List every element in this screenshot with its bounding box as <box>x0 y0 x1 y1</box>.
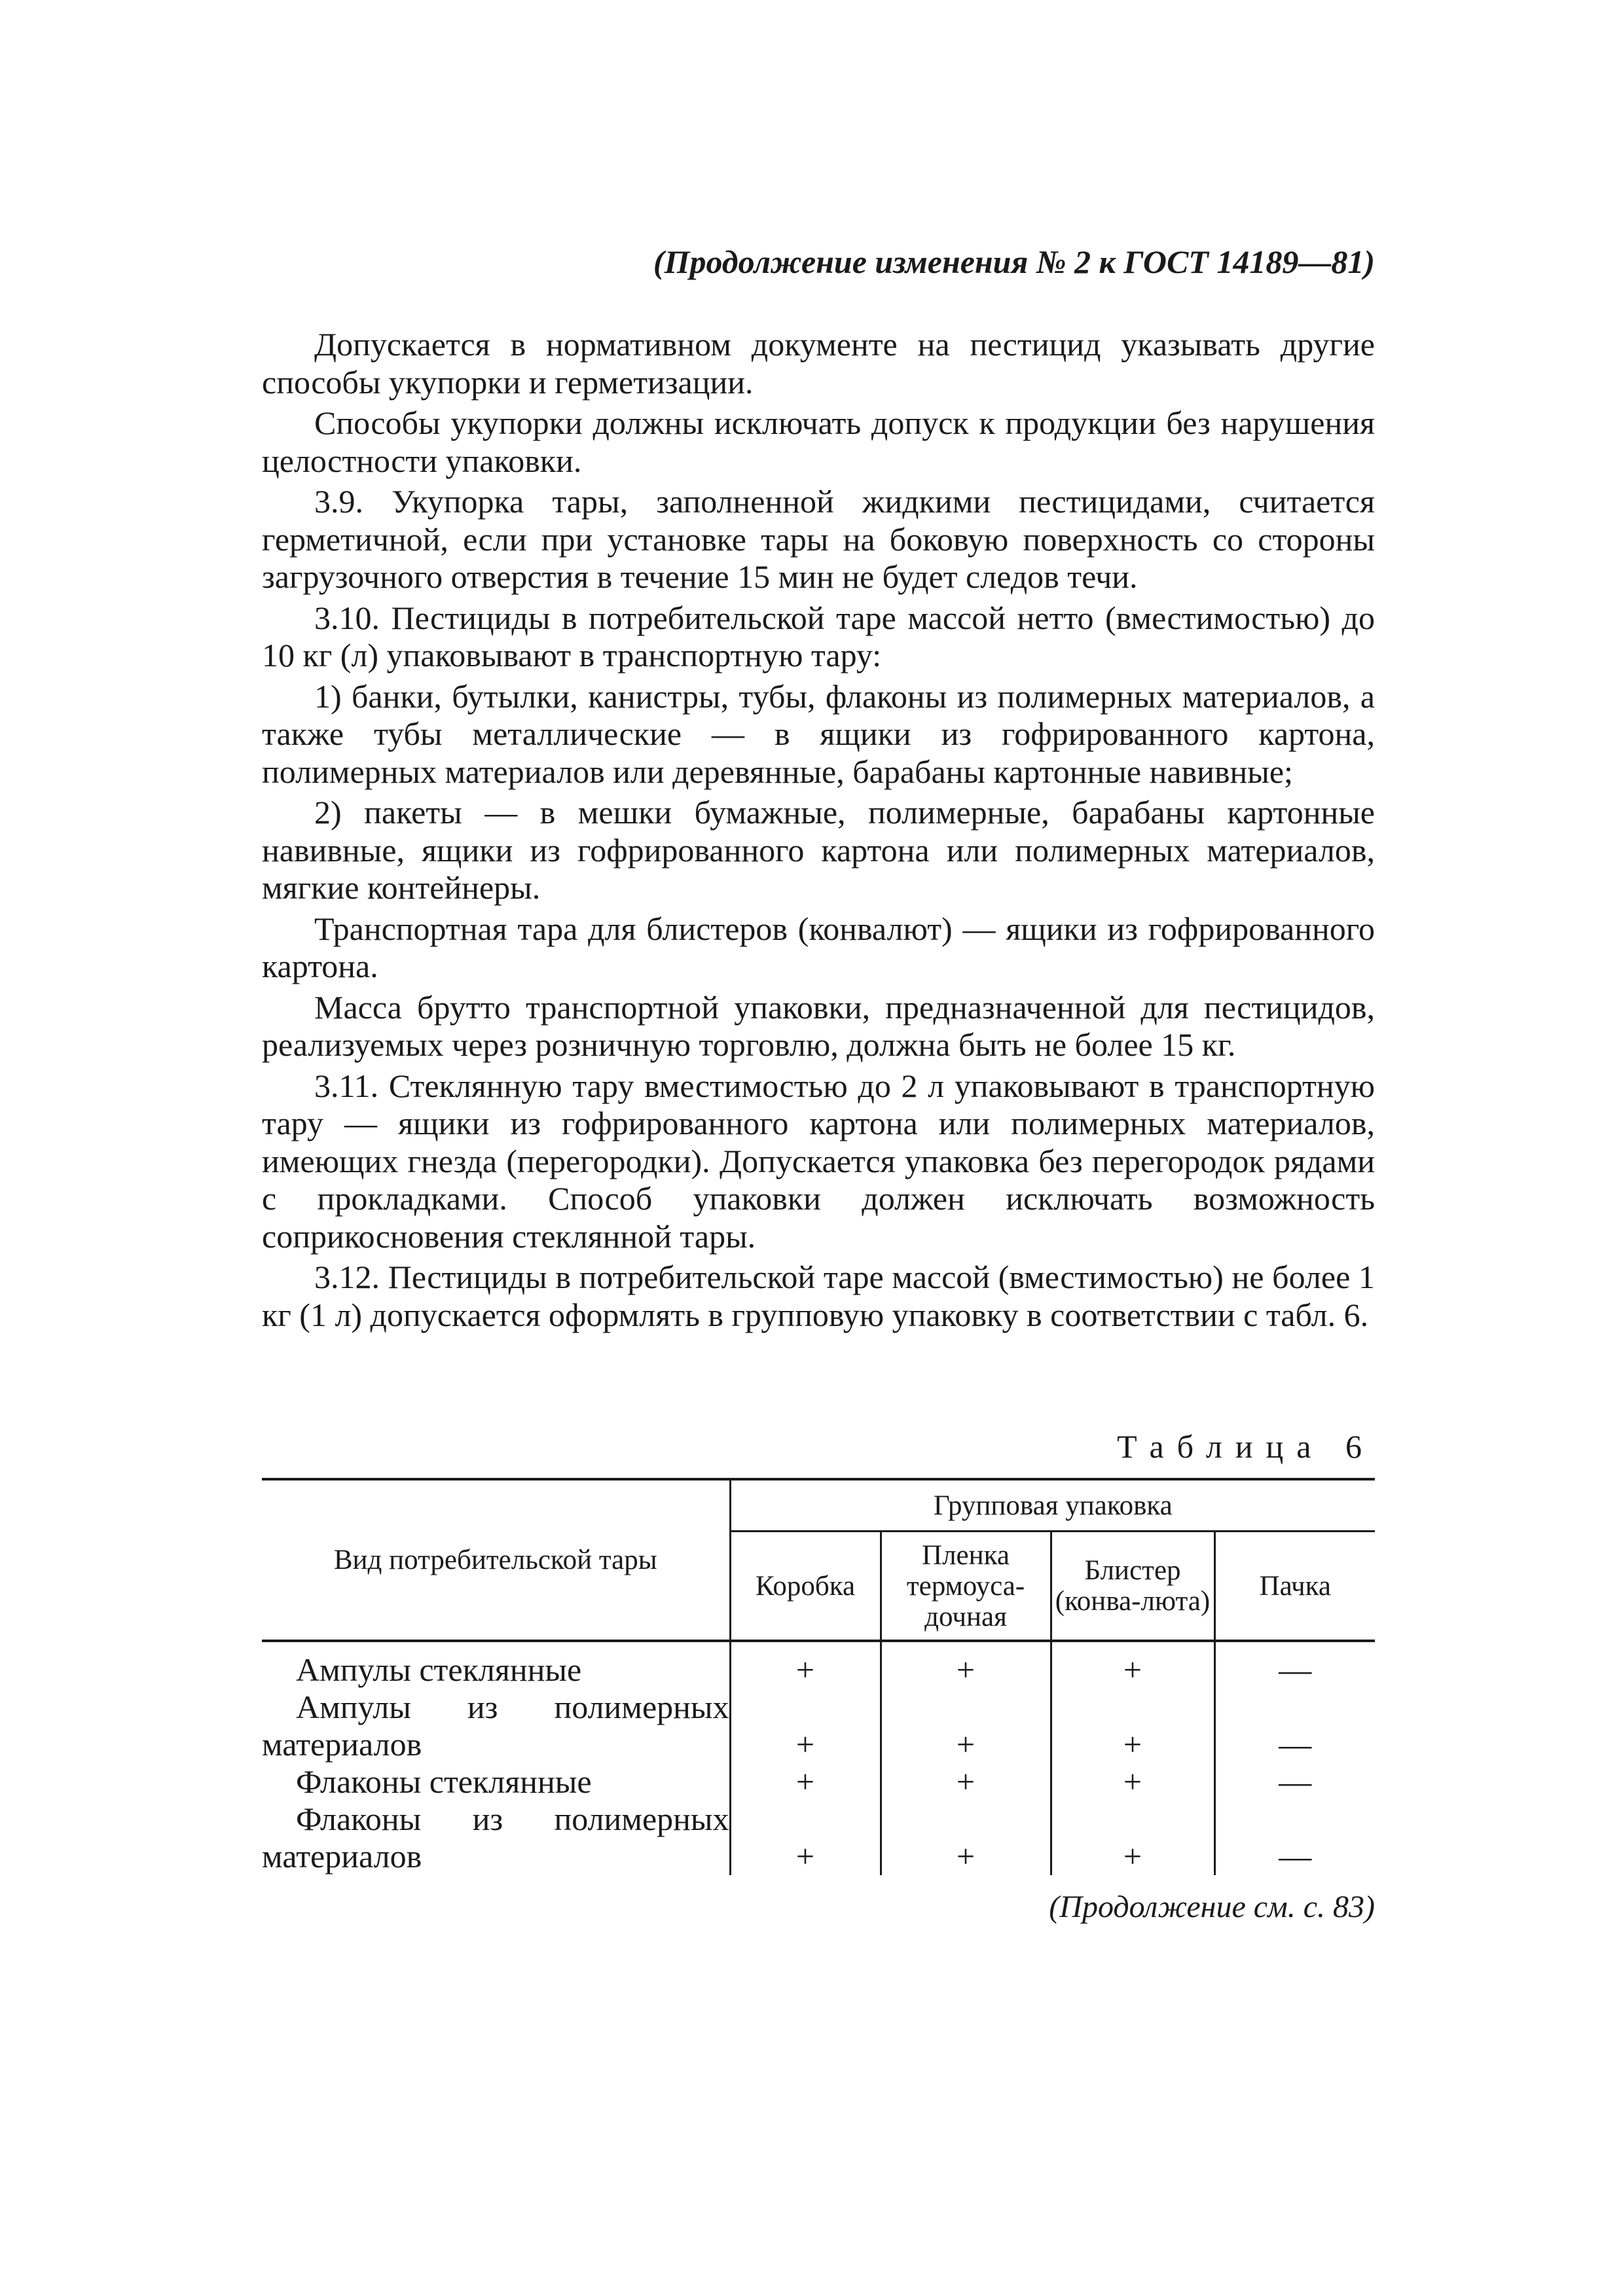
column-header-box: Коробка <box>730 1532 881 1641</box>
paragraph: Транспортная тара для блистеров (конвалют) — ящики из гофрированного картона. <box>262 910 1375 984</box>
paragraph: Допускается в нормативном документе на пестицид указывать другие способы укупорки и герметизации. <box>262 326 1375 401</box>
table-cell: + <box>881 1689 1051 1763</box>
table-cell: + <box>881 1801 1051 1875</box>
clause-3-10-item-1: 1) банки, бутылки, канистры, тубы, флаконы из полимерных материалов, а также тубы металлические — в ящики из гофрированного картона, полимерных материалов или деревянные, барабаны картонные навивные; <box>262 677 1375 790</box>
table-cell: + <box>730 1801 881 1875</box>
table-cell: + <box>1051 1801 1214 1875</box>
packing-table <box>262 1478 1375 1875</box>
running-head: (Продолжение изменения № 2 к ГОСТ 14189—81) <box>653 243 1375 280</box>
body-text <box>262 326 1375 1337</box>
clause-3-9: 3.9. Укупорка тары, заполненной жидкими пестицидами, считается герметичной, если при установке тары на боковую поверхность со стороны загрузочного отверстия в течение 15 мин не будет следов течи. <box>262 483 1375 595</box>
column-header-group-packing: Групповая упаковка <box>730 1479 1375 1532</box>
clause-3-11: 3.11. Стеклянную тару вместимостью до 2 л упаковывают в транспортную тару — ящики из гофрированного картона или полимерных материалов, имеющих гнезда (перегородки). Допускается упаковка без перегородок рядами с прокладками. Способ упаковки должен исключать возможность соприкосновения стеклянной тары. <box>262 1067 1375 1255</box>
table-row <box>262 1641 1375 1689</box>
row-label <box>262 1801 730 1875</box>
table-header-row <box>262 1479 1375 1532</box>
clause-3-10: 3.10. Пестициды в потребительской таре массой нетто (вместимостью) до 10 кг (л) упаковывают в транспортную тару: <box>262 599 1375 673</box>
column-header-shrink-film: Пленка термоуса-дочная <box>881 1532 1051 1641</box>
paragraph: Масса брутто транспортной упаковки, предназначенной для пестицидов, реализуемых через розничную торговлю, должна быть не более 15 кг. <box>262 988 1375 1063</box>
column-header-pack: Пачка <box>1214 1532 1375 1641</box>
clause-3-12: 3.12. Пестициды в потребительской таре массой (вместимостью) не более 1 кг (1 л) допускается оформлять в групповую упаковку в соответствии с табл. 6. <box>262 1259 1375 1333</box>
clause-3-10-item-2: 2) пакеты — в мешки бумажные, полимерные, барабаны картонные навивные, ящики из гофрированного картона или полимерных материалов, мягкие контейнеры. <box>262 794 1375 906</box>
row-label <box>262 1689 730 1763</box>
row-label <box>262 1763 730 1801</box>
table-caption: Таблица 6 <box>1117 1428 1375 1465</box>
column-header-blister: Блистер (конва-люта) <box>1051 1532 1214 1641</box>
continuation-note: (Продолжение см. с. 83) <box>1049 1890 1375 1924</box>
row-label-text: Флаконы стеклянные <box>296 1763 592 1800</box>
table-cell: — <box>1214 1801 1375 1875</box>
column-header-container-type: Вид потребительской тары <box>262 1479 730 1641</box>
row-label-text: Ампулы из полимерных материалов <box>262 1689 729 1763</box>
table-cell: — <box>1214 1689 1375 1763</box>
table-row <box>262 1801 1375 1875</box>
table-cell: — <box>1214 1641 1375 1689</box>
table-row <box>262 1763 1375 1801</box>
paragraph: Способы укупорки должны исключать допуск к продукции без нарушения целостности упаковки. <box>262 404 1375 479</box>
row-label <box>262 1641 730 1689</box>
table-cell: + <box>730 1763 881 1801</box>
table-row <box>262 1689 1375 1763</box>
table-cell: + <box>1051 1763 1214 1801</box>
table-cell: — <box>1214 1763 1375 1801</box>
table-cell: + <box>1051 1689 1214 1763</box>
table-cell: + <box>1051 1641 1214 1689</box>
table-cell: + <box>730 1641 881 1689</box>
row-label-text: Ампулы стеклянные <box>296 1651 582 1688</box>
row-label-text: Флаконы из полимерных материалов <box>262 1801 729 1874</box>
table-cell: + <box>730 1689 881 1763</box>
table-cell: + <box>881 1763 1051 1801</box>
table-cell: + <box>881 1641 1051 1689</box>
